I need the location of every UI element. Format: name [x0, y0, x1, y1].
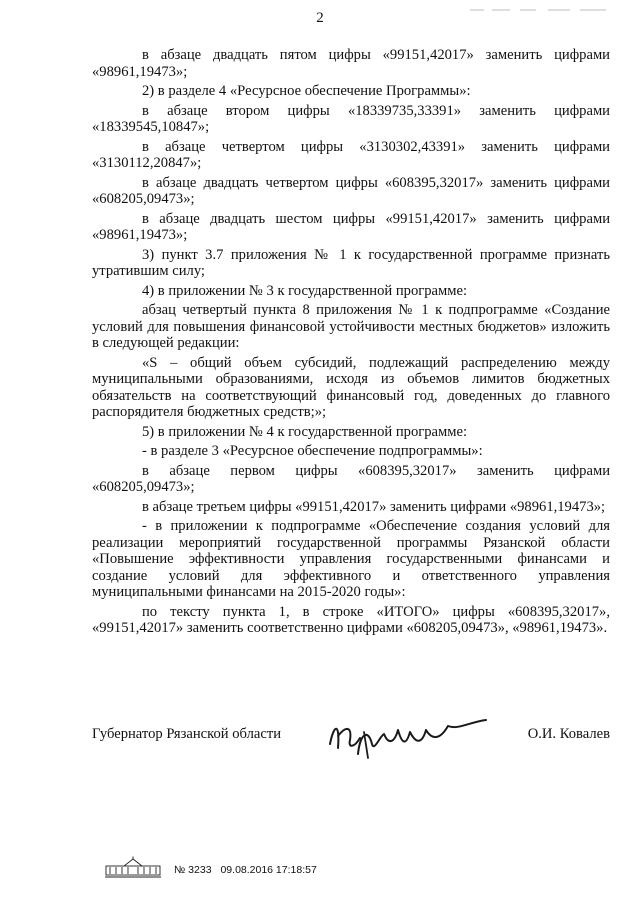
paragraph: в абзаце третьем цифры «99151,42017» заменить цифрами «98961,19473»; [142, 498, 606, 515]
paragraph: абзац четвертый пункта 8 приложения № 1 к подпрограмме «Создание условий для повышения финансовой устойчивости местных бюджетов» изложить в следующей редакции: [92, 302, 610, 351]
paragraph: в абзаце втором цифры «18339735,33391» заменить цифрами «18339545,10847»; [92, 102, 610, 135]
signatory-name: О.И. Ковалев [527, 726, 610, 742]
registration-datetime: 09.08.2016 17:18:57 [220, 864, 317, 876]
registration-info [174, 864, 323, 876]
paragraph: в абзаце двадцать шестом цифры «99151,42017» заменить цифрами «98961,19473»; [92, 210, 610, 243]
document-number: № 3233 [174, 864, 212, 876]
paragraph: 3) пункт 3.7 приложения № 1 к государственной программе признать утратившим силу; [92, 246, 610, 279]
scan-artifact-marks [470, 6, 610, 14]
government-building-icon [104, 856, 162, 878]
paragraph: 5) в приложении № 4 к государственной программе: [142, 423, 468, 440]
paragraph: 2) в разделе 4 «Ресурсное обеспечение Программы»: [142, 83, 471, 99]
paragraph: в абзаце двадцать четвертом цифры «608395,32017» заменить цифрами «608205,09473»; [92, 174, 610, 207]
paragraph: по тексту пункта 1, в строке «ИТОГО» цифры «608395,32017», «99151,42017» заменить соответственно цифрами «608205,09473», «98961,19473». [92, 603, 610, 636]
paragraph: в абзаце четвертом цифры «3130302,43391» заменить цифрами «3130112,20847»; [92, 138, 610, 171]
handwritten-signature [324, 714, 494, 764]
document-body [92, 47, 610, 637]
paragraph: 4) в приложении № 3 к государственной программе: [142, 282, 468, 299]
paragraph: в абзаце первом цифры «608395,32017» заменить цифрами «608205,09473»; [92, 462, 610, 495]
signatory-title: Губернатор Рязанской области [92, 726, 282, 742]
paragraph: «S – общий объем субсидий, подлежащий распределению между муниципальными образованиями, исходя из объемов лимитов бюджетных обязательств на соответствующий финансовый год, доведенных до главного распорядителя бюджетных средств;»; [92, 354, 610, 420]
signature-block [92, 718, 610, 768]
paragraph: - в разделе 3 «Ресурсное обеспечение подпрограммы»: [142, 443, 483, 459]
paragraph: - в приложении к подпрограмме «Обеспечение создания условий для реализации мероприятий государственной программы Рязанской области «Повышение эффективности управления государственными финансами и создание условий для эффективного и ответственного управления муниципальными финансами на 2015-2020 годы»: [92, 518, 610, 600]
paragraph: в абзаце двадцать пятом цифры «99151,42017» заменить цифрами «98961,19473»; [92, 47, 610, 80]
page-number: 2 [316, 10, 324, 26]
